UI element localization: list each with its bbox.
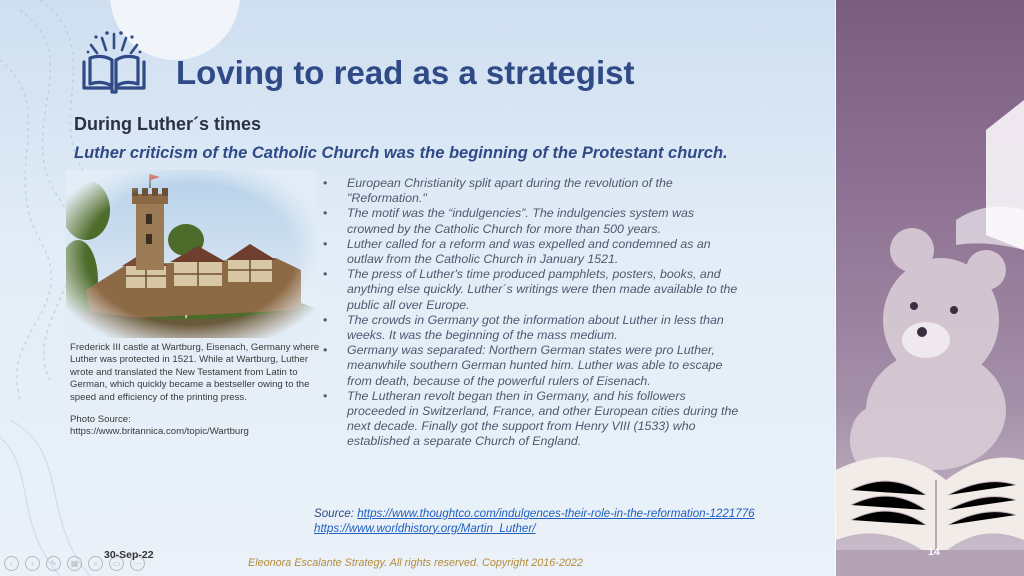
bullet-text: Luther called for a reform and was expelled and condemned as an outlaw from the Catholic Church in January 1521. <box>347 236 711 267</box>
list-item <box>320 343 740 389</box>
bullet-text: The crowds in Germany got the information about Luther in less than weeks. It was the beginning of the mass medium. <box>347 312 724 343</box>
list-item <box>320 389 740 450</box>
bullet-marker: • <box>323 343 328 358</box>
bullet-text: The motif was the “indulgencies”. The indulgencies system was crowned by the Catholic Church for more than 500 years. <box>347 206 695 236</box>
pen-icon[interactable]: ✎ <box>46 556 61 571</box>
footer-date: 30-Sep-22 <box>104 549 154 561</box>
photo-caption <box>70 342 320 439</box>
bullet-marker: • <box>323 312 328 327</box>
list-item <box>320 176 740 206</box>
source-link-worldhistory[interactable]: https://www.worldhistory.org/Martin_Luther/ <box>314 521 536 535</box>
bullet-marker: • <box>323 176 328 190</box>
zoom-icon[interactable]: ⌕ <box>88 556 103 571</box>
photo-source-label: Photo Source: <box>70 414 131 426</box>
teddy-bear-illustration <box>836 0 1024 576</box>
bullet-marker: • <box>323 236 328 251</box>
next-slide-icon[interactable]: › <box>25 556 40 571</box>
bullet-marker: • <box>323 267 328 282</box>
bullet-marker: • <box>323 206 328 221</box>
slide-number: 14 <box>928 546 940 558</box>
teddy-bear-photo <box>836 0 1024 576</box>
source-link-thoughtco[interactable]: https://www.thoughtco.com/indulgences-their-role-in-the-reformation-1221776 <box>357 507 755 520</box>
more-options-icon[interactable]: ⋯ <box>130 556 145 571</box>
source-block <box>314 507 755 536</box>
bullet-text: The Lutheran revolt began then in Germany, and his followers proceeded in Switzerland, France, and other European cities during the next decade. Finally got the support from Henry VIII (1533) who established a separate Church of England. <box>347 388 739 449</box>
wartburg-castle-photo <box>66 170 316 338</box>
bullet-text: The press of Luther's time produced pamphlets, posters, books, and anything else quickly. Luther´s writings were then made available to the public all over Europe. <box>347 267 738 312</box>
slide-title: Loving to read as a strategist <box>176 54 635 91</box>
bullet-marker: • <box>323 388 328 403</box>
photo-source-url: https://www.britannica.com/topic/Wartburg <box>70 426 249 438</box>
list-item <box>320 267 740 313</box>
footer-copyright: Eleonora Escalante Strategy. All rights reserved. Copyright 2016-2022 <box>248 557 583 569</box>
list-item <box>320 206 740 236</box>
source-label: Source: <box>314 507 358 520</box>
bullet-list <box>320 176 740 450</box>
list-item <box>320 237 740 267</box>
photo-source <box>70 414 320 439</box>
bullet-text: Germany was separated: Northern German states were pro Luther, meanwhile southern German hunted him. Luther was able to escape from death, because of the powerful rulers of Eisenach. <box>347 343 723 388</box>
subtitle-icon[interactable]: ▭ <box>109 556 124 571</box>
list-item <box>320 313 740 343</box>
grid-icon[interactable]: ▦ <box>67 556 82 571</box>
bullet-text: European Christianity split apart during the revolution of the "Reformation." <box>347 176 673 206</box>
slide-tagline: Luther criticism of the Catholic Church was the beginning of the Protestant church. <box>74 144 728 162</box>
slide-subtitle: During Luther´s times <box>74 114 262 134</box>
open-book-icon <box>78 28 150 96</box>
photo-caption-text: Frederick III castle at Wartburg, Eisenach, Germany where Luther was protected in 1521. While at Wartburg, Luther wrote and translated the New Testament from Latin to German, which quickly became a bestseller owing to the speed and efficiency of the printing press. <box>70 342 320 403</box>
previous-slide-icon[interactable]: ‹ <box>4 556 19 571</box>
